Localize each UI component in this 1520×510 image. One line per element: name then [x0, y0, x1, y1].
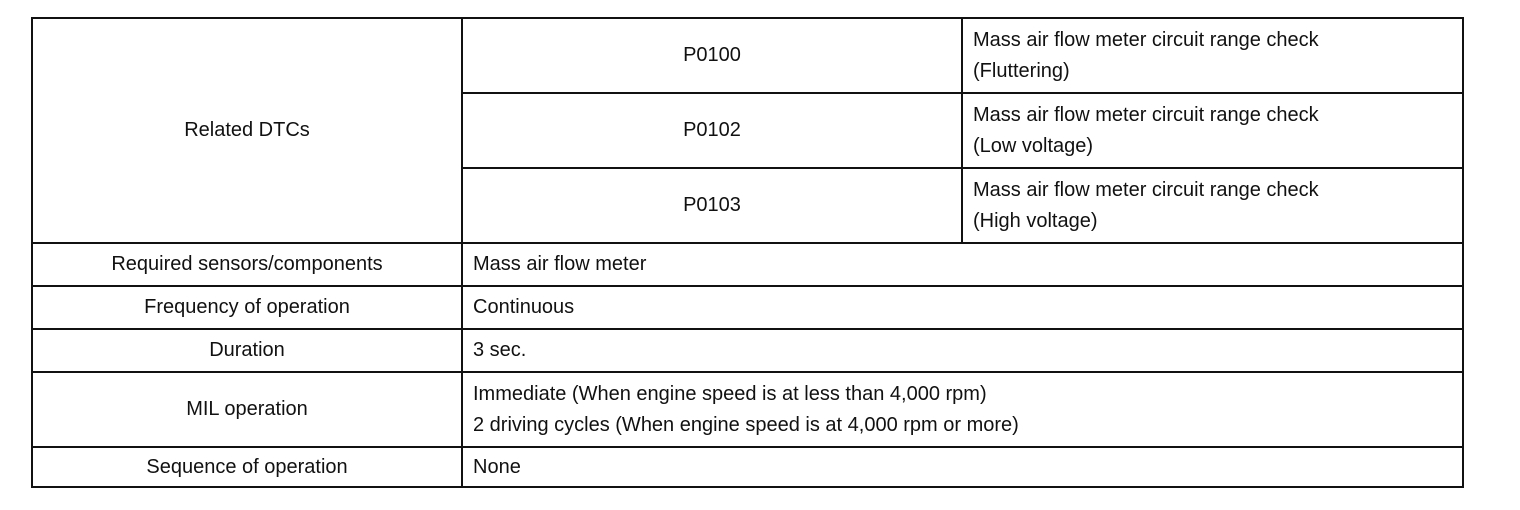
dtc-description-p0103: [962, 168, 1463, 243]
mil-operation-value: [462, 372, 1463, 447]
dtc-description-detail: (High voltage): [973, 209, 1098, 232]
table-row-duration: [32, 329, 1463, 372]
dtc-description-line: Mass air flow meter circuit range check: [973, 28, 1319, 51]
table-row-required-sensors: [32, 243, 1463, 286]
required-sensors-label: Required sensors/components: [32, 243, 462, 286]
dtc-description-detail: (Fluttering): [973, 59, 1070, 82]
duration-value: 3 sec.: [462, 329, 1463, 372]
mil-operation-immediate: Immediate (When engine speed is at less than 4,000 rpm): [473, 382, 987, 405]
dtc-description-line: Mass air flow meter circuit range check: [973, 178, 1319, 201]
table-row-mil-operation: [32, 372, 1463, 447]
dtc-code-p0103: P0103: [462, 168, 962, 243]
related-dtcs-label: Related DTCs: [32, 18, 462, 243]
dtc-code-p0100: P0100: [462, 18, 962, 93]
dtc-description-line: Mass air flow meter circuit range check: [973, 103, 1319, 126]
table-row-frequency: [32, 286, 1463, 329]
table-row-sequence: [32, 447, 1463, 487]
frequency-label: Frequency of operation: [32, 286, 462, 329]
dtc-description-detail: (Low voltage): [973, 134, 1094, 157]
dtc-description-p0100: [962, 18, 1463, 93]
mil-operation-label: MIL operation: [32, 372, 462, 447]
frequency-value: Continuous: [462, 286, 1463, 329]
dtc-description-p0102: [962, 93, 1463, 168]
required-sensors-value: Mass air flow meter: [462, 243, 1463, 286]
duration-label: Duration: [32, 329, 462, 372]
dtc-code-p0102: P0102: [462, 93, 962, 168]
monitor-spec-table: [31, 17, 1464, 488]
sequence-label: Sequence of operation: [32, 447, 462, 487]
mil-operation-driving-cycles: 2 driving cycles (When engine speed is at 4,000 rpm or more): [473, 413, 1019, 436]
sequence-value: None: [462, 447, 1463, 487]
table-row-dtc-1: [32, 18, 1463, 93]
